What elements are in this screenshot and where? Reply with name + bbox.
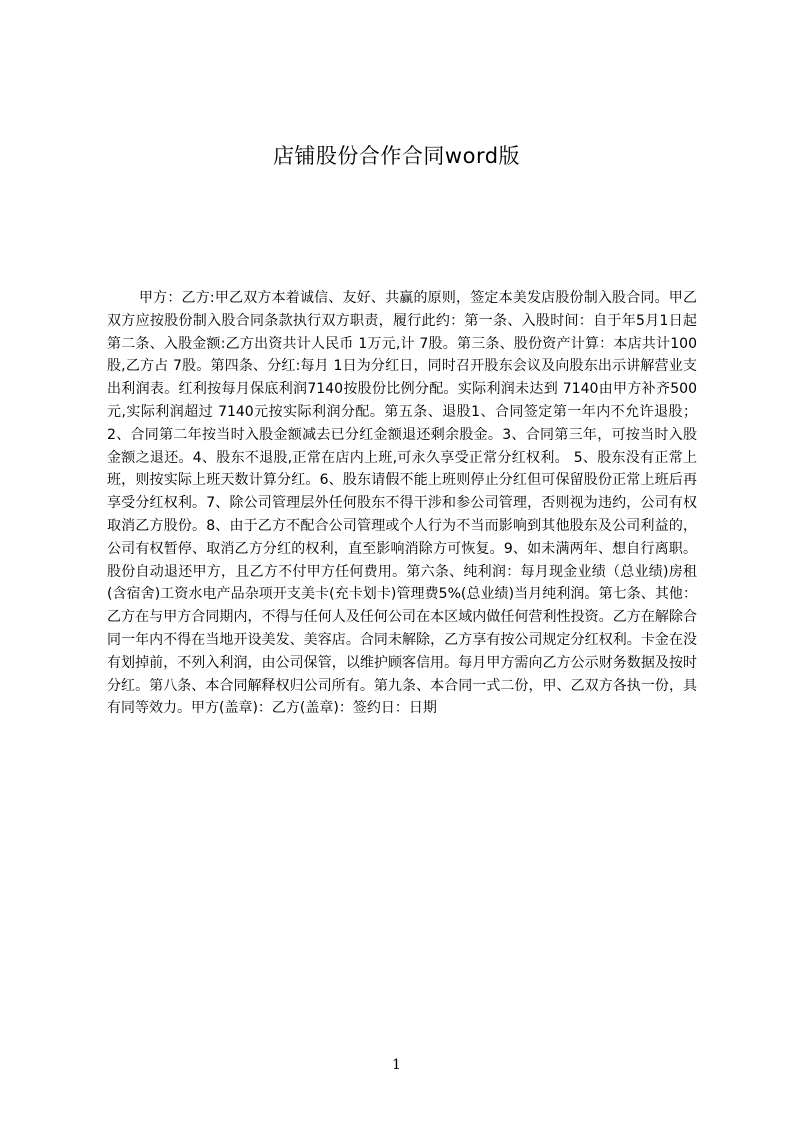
- document-title: 店铺股份合作合同word版: [272, 144, 521, 168]
- document-body: [107, 287, 697, 847]
- body-paragraph: 甲方：乙方:甲乙双方本着诚信、友好、共赢的原则，签定本美发店股份制入股合同。甲乙双方应按股份制入股合同条款执行双方职责，履行此约：第一条、入股时间：自于年5月1日起第二条、入股金额:乙方出资共计人民币 1万元,计 7股。第三条、股份资产计算：本店共计100股,乙方占 7股。第四条、分红:每月 1日为分红日，同时召开股东会议及向股东出示讲解营业支出利润表。红利按每月保底利润7140按股份比例分配。实际利润未达到 7140由甲方补齐500元,实际利润超过 7140元按实际利润分配。第五条、退股1、合同签定第一年内不允许退股； 2、合同第二年按当时入股金额减去已分红金额退还剩余股金。3、合同第三年，可按当时入股金额之退还。4、股东不退股,正常在店内上班,可永久享受正常分红权利。 5、股东没有正常上班，则按实际上班天数计算分红。6、股东请假不能上班则停止分红但可保留股份正常上班后再享受分红权利。7、除公司管理层外任何股东不得干涉和参公司管理，否则视为违约，公司有权取消乙方股份。8、由于乙方不配合公司管理或个人行为不当而影响到其他股东及公司利益的，公司有权暂停、取消乙方分红的权利，直至影响消除方可恢复。9、如未满两年、想自行离职。股份自动退还甲方，且乙方不付甲方任何费用。第六条、纯利润：每月现金业绩（总业绩)房租(含宿舍)工资水电产品杂项开支美卡(充卡划卡)管理费5%(总业绩)当月纯利润。第七条、其他：乙方在与甲方合同期内，不得与任何人及任何公司在本区域内做任何营利性投资。乙方在解除合同一年内不得在当地开设美发、美容店。合同未解除，乙方享有按公司规定分红权利。卡金在没有划掉前，不列入利润，由公司保管，以维护顾客信用。每月甲方需向乙方公示财务数据及按时分红。第八条、本合同解释权归公司所有。第九条、本合同一式二份，甲、乙双方各执一份，具有同等效力。甲方(盖章)：乙方(盖章)：签约日：日期: [107, 290, 697, 717]
- page-number: 1: [392, 1057, 401, 1073]
